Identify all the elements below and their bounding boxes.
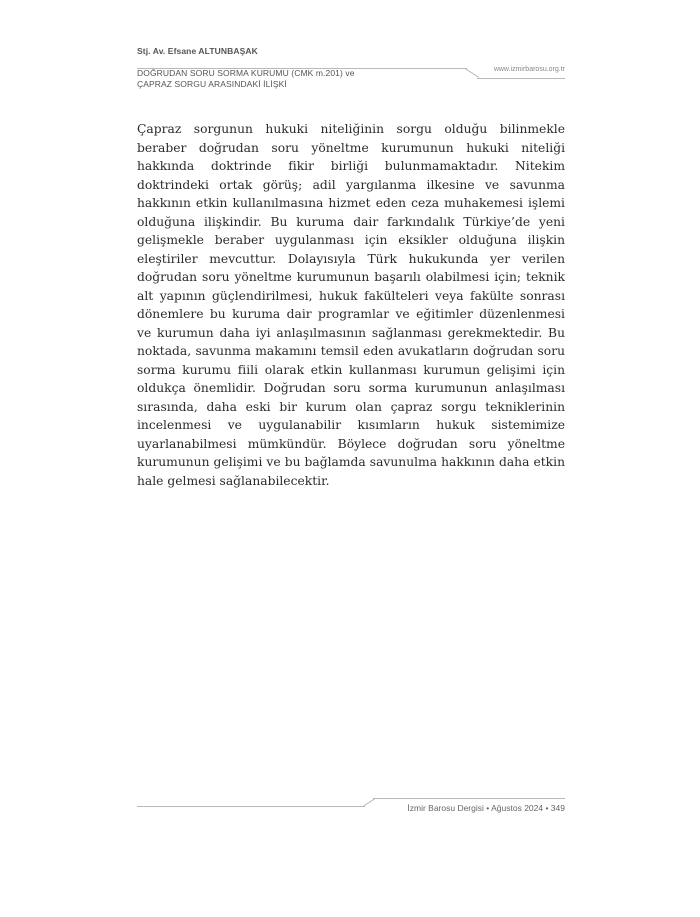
author-name: Stj. Av. Efsane ALTUNBAŞAK (137, 46, 258, 56)
header-rule-right (477, 78, 565, 79)
article-title-line-1: DOĞRUDAN SORU SORMA KURUMU (CMK m.201) ve (137, 68, 355, 78)
page-header (137, 46, 565, 90)
footer-journal-info: İzmir Barosu Dergisi • Ağustos 2024 • 349 (407, 803, 565, 813)
header-rule-slant (465, 68, 479, 78)
page-footer (137, 792, 565, 822)
header-rule-left (137, 68, 467, 69)
footer-rule-slant (363, 798, 375, 807)
footer-rule-left (137, 806, 365, 807)
footer-rule-right (373, 798, 565, 799)
body-paragraph: Çapraz sorgunun hukuki niteliğinin sorgu olduğu bilinmekle beraber doğrudan soru yöneltme kurumunun hukuki niteliği hakkında doktrinde fikir birliği bulunmamaktadır. Nitekim doktrindeki ortak görüş; adil yargılanma ilkesine ve savunma hakkının etkin kullanılmasına hizmet eden ceza muhakemesi işlemi olduğuna ilişkindir. Bu kuruma dair farkındalık Türkiye’de yeni gelişmekle beraber uygulanması için eksikler olduğuna ilişkin eleştiriler mevcuttur. Dolayısıyla Türk hukukunda yer verilen doğrudan soru yöneltme kurumunun başarılı olabilmesi için; teknik alt yapının güçlendirilmesi, hukuk fakülteleri veya fakülte sonrası dönemlere bu kuruma dair programlar ve eğitimler düzenlenmesi ve kurumun daha iyi anlaşılmasının sağlanması gerekmektedir. Bu noktada, savunma makamını temsil eden avukatların doğrudan soru sorma kurumu fiili olarak etkin kullanması kurumun gelişimi için oldukça önemlidir. Doğrudan soru sorma kurumunun anlaşılması sırasında, daha eski bir kurum olan çapraz sorgu tekniklerinin incelenmesi ve uygulanabilir kısımların hukuk sistemimize uyarlanabilmesi mümkündür. Böylece doğrudan soru yöneltme kurumunun gelişimi ve bu bağlamda savunulma hakkının daha etkin hale gelmesi sağlanabilecektir. (137, 122, 565, 488)
site-url: www.izmirbarosu.org.tr (493, 66, 565, 73)
article-title-line-2: ÇAPRAZ SORGU ARASINDAKİ İLİŞKİ (137, 79, 287, 89)
